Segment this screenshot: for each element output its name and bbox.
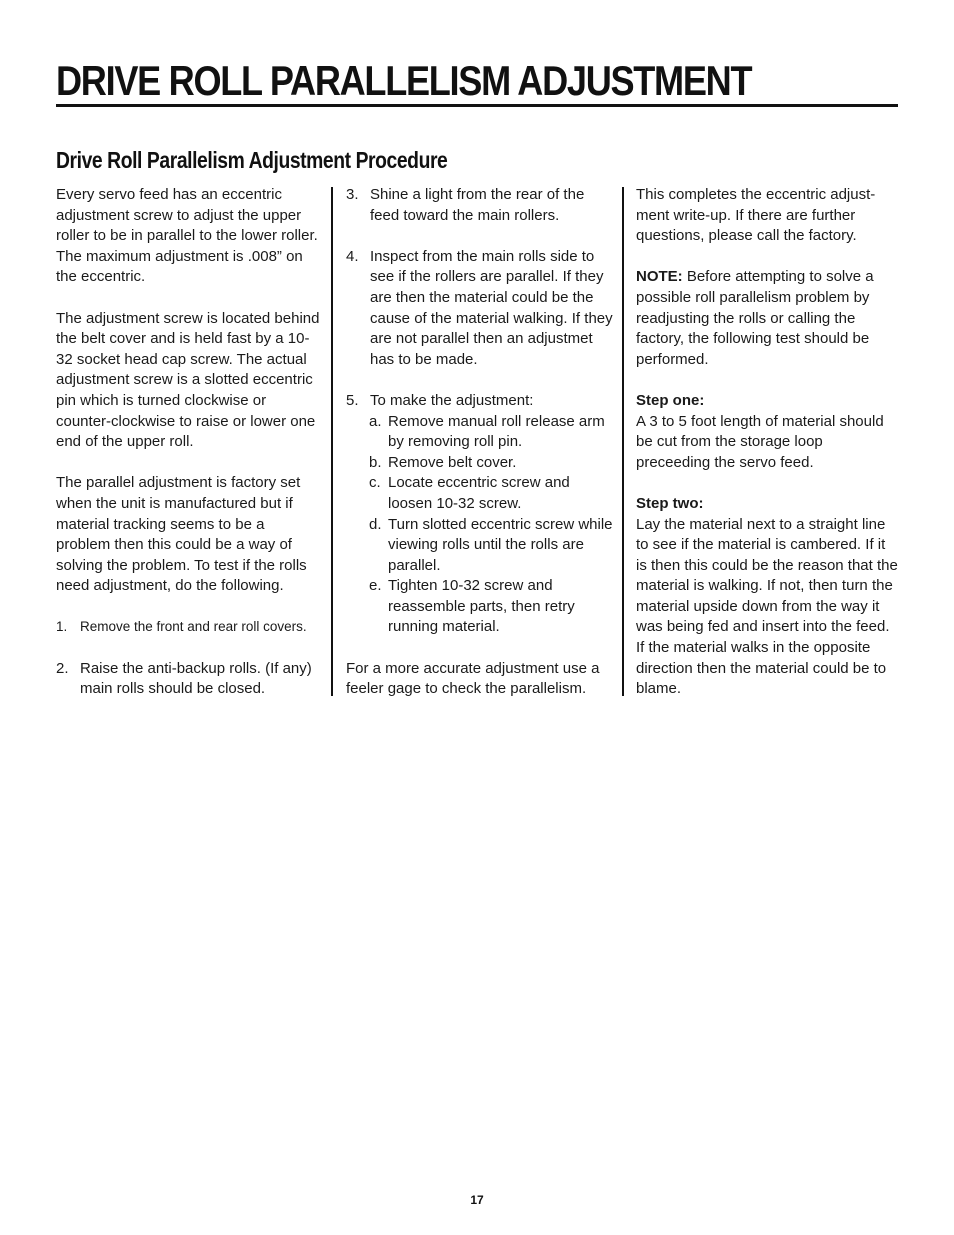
intro-paragraph: Every servo feed has an eccentric adjustment screw to adjust the upper roller to be in parallel to the lower roller. The maximum adjustment is .008” on the eccentric. [56,186,318,286]
substep-text: Turn slotted eccentric screw while viewing rolls until the rolls are parallel. [388,515,613,574]
step-3 [346,185,614,226]
step-two-label: Step two: [636,494,704,512]
step-number: 4. [346,247,359,265]
substep-text: Tighten 10-32 screw and reassemble parts, then retry running material. [388,577,575,636]
substep-letter: b. [369,453,382,471]
factory-set-paragraph: The parallel adjustment is factory set when the unit is manufactured but if material tracking seems to be a problem then this could be a way of solving the problem. To test if the rolls need adjustment, do the following. [56,474,307,595]
feeler-gage-paragraph: For a more accurate adjustment use a feeler gage to check the parallelism. [346,659,600,698]
step-number: 2. [56,659,69,677]
substep-letter: c. [369,474,381,492]
substep-text: Remove manual roll release arm by removing roll pin. [388,412,605,451]
note-text: Before attempting to solve a possible roll parallelism problem by readjusting the rolls or calling the factory, the following test should be performed. [636,268,874,368]
note-label: NOTE: [636,268,683,286]
step-two-text: Lay the material next to a straight line to see if the material is cambered. If it is then this could be the reason that the material is walking. If not, then turn the material upside down from the way it was being fed and insert into the feed. If the material walks in the opposite direction then the material could be to blame. [636,515,898,698]
column-divider [331,187,333,696]
note-paragraph [636,267,898,370]
step-number: 1. [56,619,68,635]
substep-a [369,412,614,453]
substep-list [369,412,614,639]
step-number: 5. [346,391,359,409]
step-one-text: A 3 to 5 foot length of material should be cut from the storage loop preceeding the servo feed. [636,412,884,471]
column-divider [622,187,624,696]
page-number: 17 [470,1193,484,1207]
substep-text: Remove belt cover. [388,453,517,471]
step-text: Raise the anti-backup rolls. (If any) main rolls should be closed. [80,659,312,698]
substep-letter: e. [369,577,382,595]
step-number: 3. [346,186,359,203]
title-rule [56,104,898,107]
substep-letter: d. [369,515,382,533]
column-1 [56,185,322,700]
column-2 [346,185,614,700]
step-text: To make the adjustment: [370,391,534,409]
step-2 [56,659,322,700]
completion-paragraph: This completes the eccentric adjust-ment write-up. If there are further questions, please call the factory. [636,186,876,245]
step-1 [56,617,322,638]
step-text: Inspect from the main rolls side to see if the rollers are parallel. If they are then the material could be the cause of the material walking. If they are not parallel then an adjustmet has to be made. [370,247,613,368]
adjustment-screw-paragraph: The adjustment screw is located behind the belt cover and is held fast by a 10-32 socket head cap screw. The actual adjustment screw is a slotted eccentric pin which is turned clockwise or counter-clockwise to raise or lower one end of the upper roll. [56,309,320,451]
substep-text: Locate eccentric screw and loosen 10-32 screw. [388,474,570,512]
step-5 [346,391,614,412]
substep-c [369,473,614,514]
substep-b [369,453,614,474]
substep-e [369,576,614,638]
step-one-label: Step one: [636,391,705,409]
step-4 [346,247,614,371]
step-text: Remove the front and rear roll covers. [80,619,307,635]
substep-letter: a. [369,412,382,430]
page-title: DRIVE ROLL PARALLELISM ADJUSTMENT [56,57,752,104]
step-text: Shine a light from the rear of the feed toward the main rollers. [370,186,585,224]
section-heading: Drive Roll Parallelism Adjustment Procedure [56,147,448,173]
column-3 [636,185,898,700]
substep-d [369,515,614,577]
